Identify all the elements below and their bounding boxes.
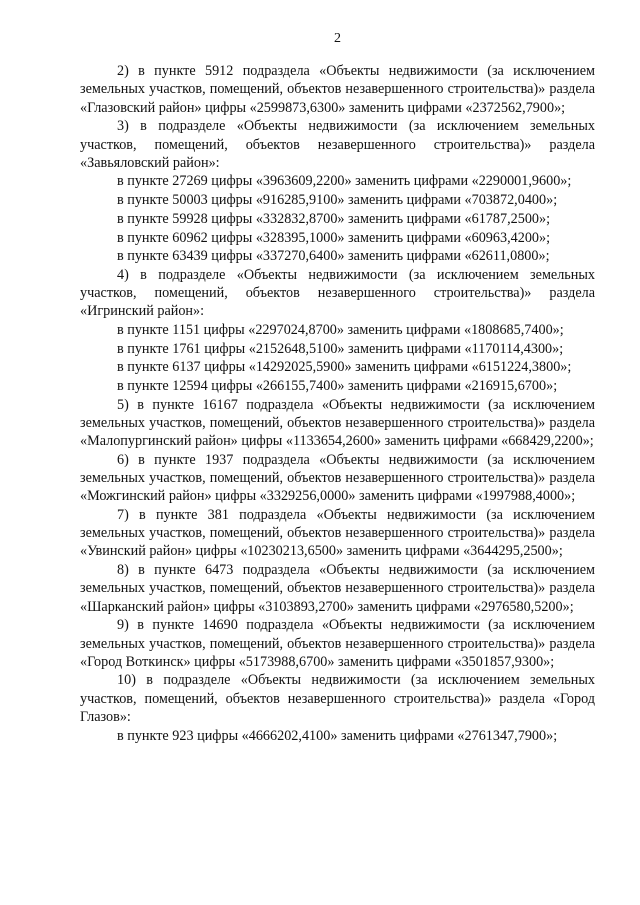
amendment-item-6: 6) в пункте 1937 подраздела «Объекты недвижимости (за исключением земельных участков, помещений, объектов незавершенного строительства)» раздела «Можгинский район» цифры «3329256,0000» заменить цифрами «1997988,4000»; bbox=[80, 451, 595, 505]
amendment-item-10: 10) в подразделе «Объекты недвижимости (за исключением земельных участков, помещений, объектов незавершенного строительства)» раздела «Город Глазов»: bbox=[80, 672, 595, 725]
amendment-subitem: в пункте 12594 цифры «266155,7400» заменить цифрами «216915,6700»; bbox=[117, 378, 558, 395]
page-number: 2 bbox=[334, 31, 341, 46]
amendment-item-3: 3) в подразделе «Объекты недвижимости (за исключением земельных участков, помещений, объектов незавершенного строительства)» раздела «Завьяловский район»: bbox=[80, 118, 595, 171]
amendment-subitem: в пункте 60962 цифры «328395,1000» заменить цифрами «60963,4200»; bbox=[117, 229, 551, 246]
amendment-subitem: в пункте 59928 цифры «332832,8700» заменить цифрами «61787,2500»; bbox=[117, 210, 551, 227]
amendment-subitem: в пункте 6137 цифры «14292025,5900» заменить цифрами «6151224,3800»; bbox=[117, 359, 572, 376]
amendment-item-2: 2) в пункте 5912 подраздела «Объекты недвижимости (за исключением земельных участков, помещений, объектов незавершенного строительства)» раздела «Глазовский район» цифры «2599873,6300» заменить цифрами «2372562,7900»; bbox=[80, 63, 595, 116]
amendment-subitem: в пункте 50003 цифры «916285,9100» заменить цифрами «703872,0400»; bbox=[117, 192, 558, 209]
amendment-subitem: в пункте 1151 цифры «2297024,8700» заменить цифрами «1808685,7400»; bbox=[117, 322, 564, 339]
document-page bbox=[80, 30, 595, 745]
amendment-subitem: в пункте 923 цифры «4666202,4100» заменить цифрами «2761347,7900»; bbox=[117, 727, 558, 744]
amendment-subitem: в пункте 63439 цифры «337270,6400» заменить цифрами «62611,0800»; bbox=[117, 248, 550, 265]
amendment-item-7: 7) в пункте 381 подраздела «Объекты недвижимости (за исключением земельных участков, помещений, объектов незавершенного строительства)» раздела «Увинский район» цифры «10230213,6500» заменить цифрами «3644295,2500»; bbox=[80, 507, 595, 560]
amendment-subitem: в пункте 27269 цифры «3963609,2200» заменить цифрами «2290001,9600»; bbox=[117, 173, 572, 190]
amendment-item-5: 5) в пункте 16167 подраздела «Объекты недвижимости (за исключением земельных участков, помещений, объектов незавершенного строительства)» раздела «Малопургинский район» цифры «1133654,2600» заменить цифрами «668429,2200»; bbox=[80, 396, 595, 450]
amendment-item-8: 8) в пункте 6473 подраздела «Объекты недвижимости (за исключением земельных участков, помещений, объектов незавершенного строительства)» раздела «Шарканский район» цифры «3103893,2700» заменить цифрами «2976580,5200»; bbox=[80, 562, 595, 615]
amendment-item-4: 4) в подразделе «Объекты недвижимости (за исключением земельных участков, помещений, объектов незавершенного строительства)» раздела «Игринский район»: bbox=[80, 266, 595, 320]
amendment-subitem: в пункте 1761 цифры «2152648,5100» заменить цифрами «1170114,4300»; bbox=[117, 340, 564, 357]
amendment-item-9: 9) в пункте 14690 подраздела «Объекты недвижимости (за исключением земельных участков, помещений, объектов незавершенного строительства)» раздела «Город Воткинск» цифры «5173988,6700» заменить цифрами «3501857,9300»; bbox=[80, 617, 595, 670]
